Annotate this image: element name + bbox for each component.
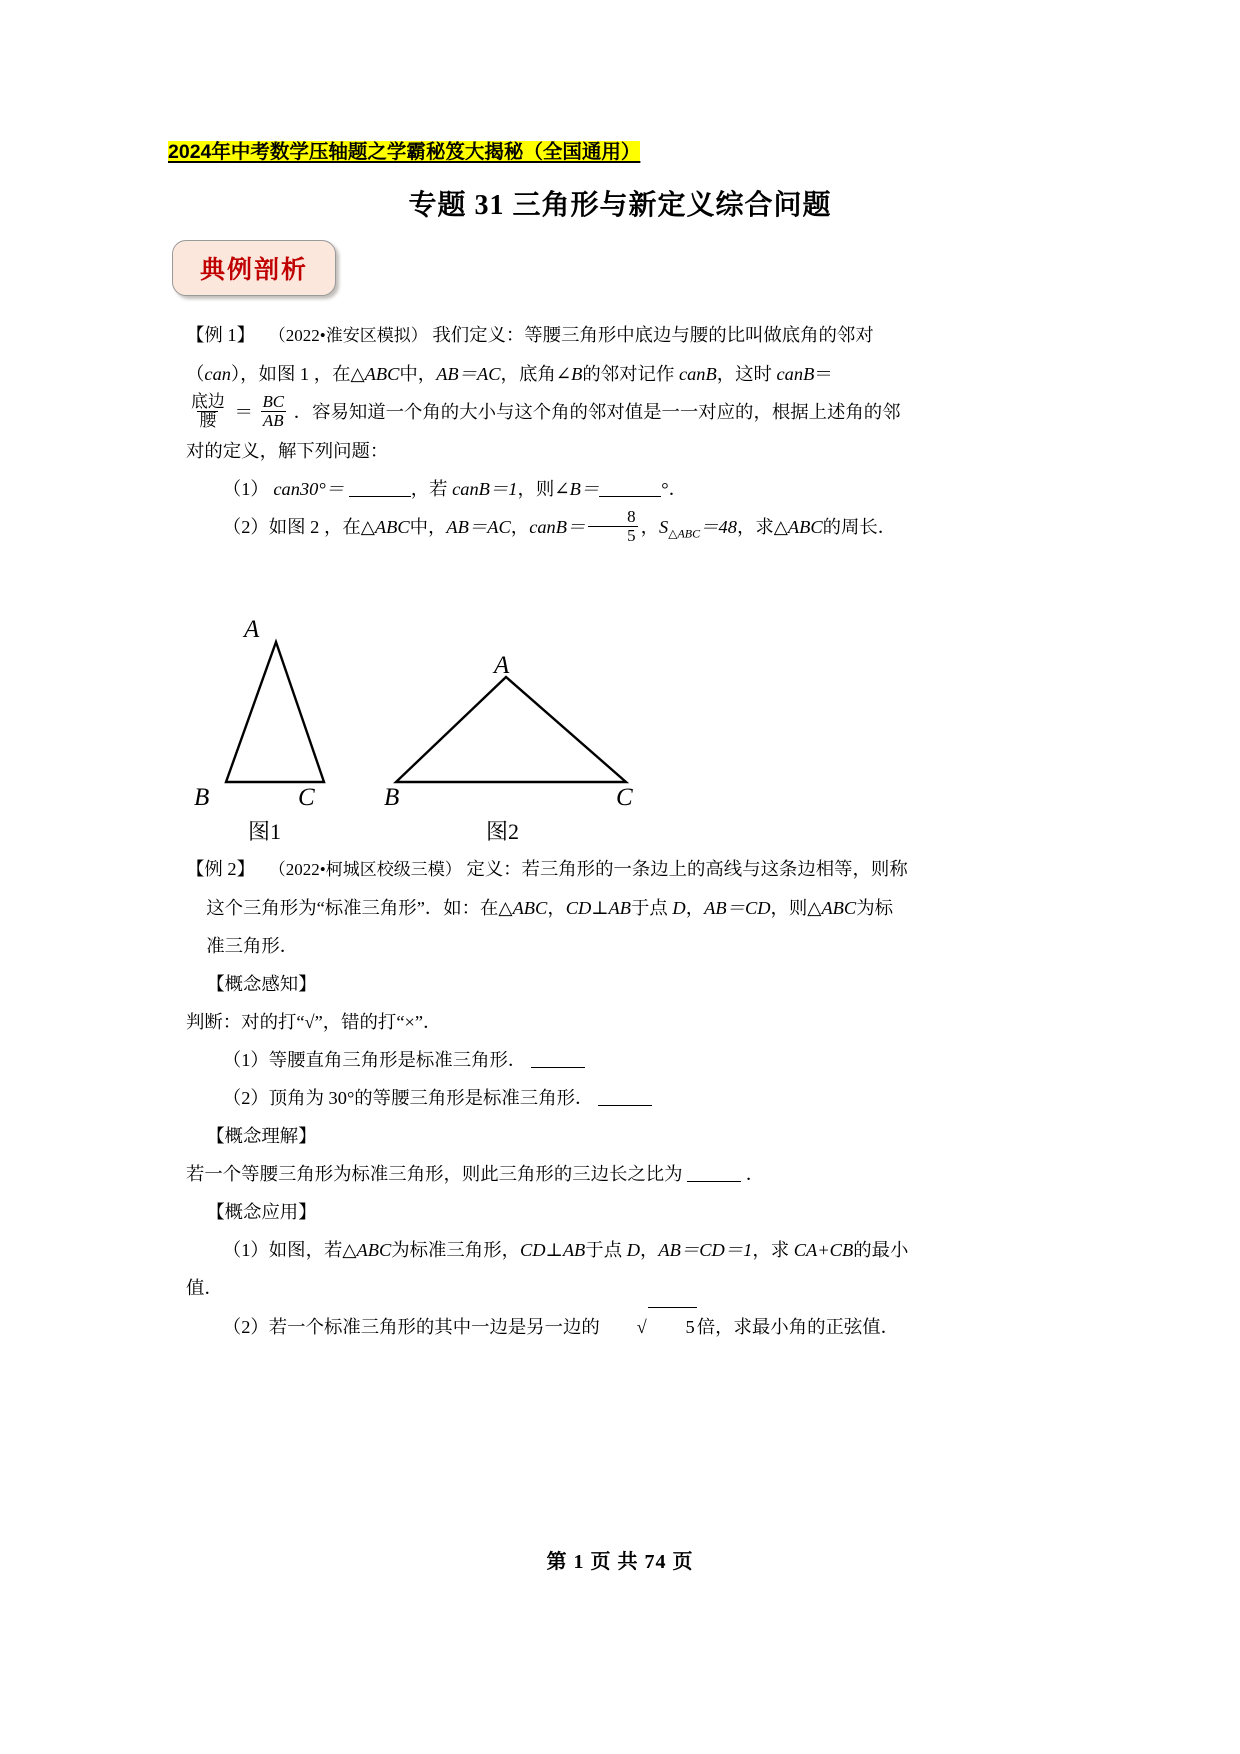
answer-blank-e2-q2[interactable] [598,1087,652,1106]
e2-understanding-period: ． [745,1164,765,1184]
answer-blank-e2-q1[interactable] [531,1049,585,1068]
fraction-denominator: 腰 [199,410,217,430]
page-banner [168,136,640,164]
q2-g: ， [640,517,660,538]
q2-area-subscript: △ABC [668,526,701,541]
example2-source: （2022•柯城区校级三模） [268,860,462,879]
example2-paragraph-1 [186,850,958,889]
q1-b: ，若 [410,479,453,500]
e2-heading-understanding: 【概念理解】 [206,1126,317,1146]
page-footer: 第 1 页 共 74 页 [546,1551,694,1573]
fraction-numerator: 底边 [191,391,225,411]
e2-a1-abc: ABC [356,1240,392,1260]
q2-area-symbol: S [659,517,669,538]
e2-a1-a: 如图，若△ [268,1240,357,1260]
example2-heading-2 [186,1117,958,1155]
example1-paragraph-3 [186,393,958,432]
e2-a1-ca-cb: CA+CB [793,1240,854,1260]
fig1-label-C: C [298,784,315,811]
q1-prefix: （1） [222,479,269,500]
square-root-radicand: 5 [648,1307,697,1346]
page-title: 专题 31 三角形与新定义综合问题 [408,190,832,221]
q2-a: 如图 2 ，在△ [268,517,375,538]
answer-blank-q1-2[interactable] [599,478,661,497]
e2-l2a: 这个三角形为“标准三角形”．如：在△ [206,898,513,918]
e2-l2e: 于点 [631,898,673,918]
fraction-denominator-ab: AB [262,410,284,430]
e2-l2g: ， [685,898,705,918]
e2-judge-text: 判断：对的打“√”，错的打“×”． [186,1012,442,1032]
example2-tag: 【例 2】 [186,859,255,879]
fig2-label-B: B [384,784,400,811]
q2-e: ， [510,517,530,538]
example1-angle-b: B [571,364,583,384]
section-badge [172,240,336,296]
fraction-eight-fifths [588,508,637,545]
e2-a1-cd-perp: CD⊥AB [519,1240,586,1260]
e2-a1-c: 为标准三角形， [391,1240,520,1260]
equals-sign-1: ＝ [234,402,253,422]
example1-canb-1: canB [678,364,717,384]
example1-source: （2022•淮安区模拟） [268,326,428,345]
figure-2-triangle [386,622,706,812]
e2-q1-text: 等腰直角三角形是标准三角形． [268,1050,527,1070]
fraction-numerator-bc: BC [262,391,285,411]
fraction-base-over-leg [189,393,227,430]
e2-l2i: ，则△ [770,898,822,918]
example2-paragraph-3 [186,927,958,965]
q2-abc-2: ABC [787,517,823,538]
example1-line3: ．容易知道一个角的大小与这个角的邻对值是一一对应的，根据上述角的邻 [293,402,901,422]
q1-d: ，则∠ [517,479,570,500]
e2-q2-text: 顶角为 30°的等腰三角形是标准三角形． [268,1088,594,1108]
e2-point-d: D [672,898,686,918]
q1-f: °． [661,479,688,500]
q2-j: ，求△ [736,517,788,538]
e2-understanding-text: 若一个等腰三角形为标准三角形，则此三角形的三边长之比为 [186,1164,688,1184]
e2-a2-prefix: （2） [222,1317,269,1337]
answer-blank-q1-1[interactable] [349,478,411,497]
square-root-symbol: √ 5 [600,1307,697,1346]
fraction-denominator-5: 5 [588,526,637,545]
example1-l2f: ，这时 [716,364,777,384]
e2-heading-perception: 【概念感知】 [206,974,317,994]
example1-line4: 对的定义，解下列问题： [186,441,389,462]
example1-abc1: ABC [364,364,400,384]
answer-blank-e2-ratio[interactable] [687,1163,741,1182]
example2-question-1 [186,1041,958,1079]
figures-row [186,612,958,842]
e2-l2c: ， [547,898,566,918]
example2-heading-3 [186,1193,958,1231]
fig1-label-B: B [194,784,210,811]
figure-1-caption: 图1 [248,819,282,844]
fig1-label-A: A [244,616,260,643]
q2-canb-eq: canB＝ [529,517,586,538]
banner-text: 2024年中考数学压轴题之学霸秘笈大揭秘（全国通用） [168,141,641,163]
example1-l2g: ＝ [814,364,833,384]
document-body-2 [186,850,958,1346]
e2-a1-i: ，求 [752,1240,794,1260]
e2-abc-1: ABC [512,898,548,918]
e2-ab-eq-cd: AB＝CD [704,898,771,918]
q1-angle-b-eq: B＝ [569,479,600,500]
example1-ab-ac: AB＝AC [436,364,501,384]
example1-canb-2: canB [776,364,815,384]
e2-a2-a: 若一个标准三角形的其中一边是另一边的 [268,1317,600,1337]
example1-l2c: 中， [399,364,437,384]
example1-paragraph-1 [186,316,958,355]
example1-l2e: 的邻对记作 [582,364,679,384]
example2-paragraph-2 [186,889,958,927]
example2-heading-1 [186,965,958,1003]
q2-ab-ac: AB＝AC [446,517,511,538]
example1-can-term: can [204,364,231,384]
example1-question-1 [186,470,958,508]
example1-line1: 我们定义：等腰三角形中底边与腰的比叫做底角的邻对 [432,325,874,345]
e2-a2-b: 倍，求最小角的正弦值． [696,1317,900,1337]
q2-c: 中， [409,517,447,538]
e2-heading-application: 【概念应用】 [206,1202,317,1222]
example1-paragraph-4 [186,432,958,470]
q1-can30: can30°＝ [273,479,345,500]
example2-line1: 定义：若三角形的一条边上的高线与这条边相等，则称 [466,859,908,879]
example2-application-1-cont [186,1269,958,1307]
example2-application-2 [186,1307,958,1346]
q2-abc-1: ABC [374,517,410,538]
e2-abc-2: ABC [821,898,857,918]
e2-line3: 准三角形． [206,936,299,956]
example2-application-1 [186,1231,958,1269]
e2-a1-g: ， [639,1240,659,1260]
fig2-label-A: A [494,652,510,679]
q2-l: 的周长． [822,517,897,538]
example1-l2b: ），如图 1 ，在△ [230,364,365,384]
example2-question-2 [186,1079,958,1117]
e2-a1-ab-cd-1: AB＝CD＝1 [658,1240,753,1260]
document-body [186,316,958,553]
example1-paragraph-2 [186,355,958,393]
example2-understanding-line [186,1155,958,1193]
e2-q2-prefix: （2） [222,1088,269,1108]
fig2-label-C: C [616,784,633,811]
fraction-bc-over-ab [260,393,286,430]
e2-a1-prefix: （1） [222,1240,269,1260]
example1-tag: 【例 1】 [186,325,255,345]
fraction-numerator-8: 8 [627,507,636,527]
e2-q1-prefix: （1） [222,1050,269,1070]
q2-prefix: （2） [222,517,269,538]
e2-l2k: 为标 [856,898,893,918]
e2-cd-perp-ab: CD⊥AB [565,898,632,918]
e2-a1-k: 的最小 [853,1240,909,1260]
example1-l2a: （ [186,364,205,384]
e2-a1-l: 值． [186,1278,223,1298]
section-badge-label: 典例剖析 [199,257,308,284]
q2-area-value: ＝48 [700,517,737,538]
example1-l2d: ，底角∠ [500,364,572,384]
e2-a1-point-d: D [626,1240,640,1260]
example1-question-2 [186,508,958,553]
example2-judge-line [186,1003,958,1041]
e2-a1-e: 于点 [585,1240,627,1260]
q1-canb-eq-1: canB＝1 [452,479,518,500]
figure-2-caption: 图2 [486,819,520,844]
